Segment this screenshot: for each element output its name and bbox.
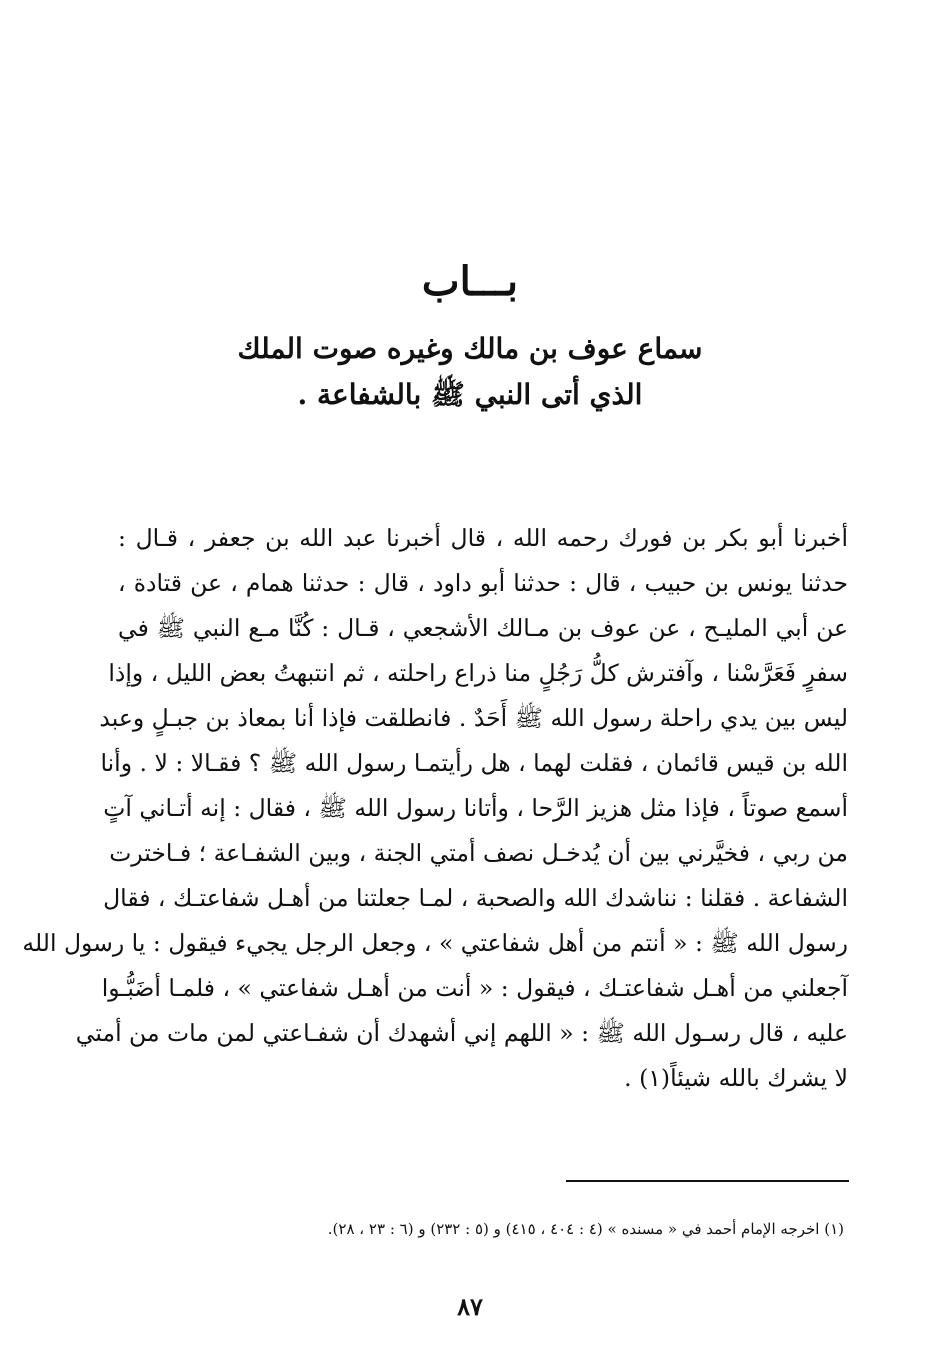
body-line: عن أبي المليـح ، عن عوف بن مـالك الأشجعي ، قـال : كُنَّا مـع النبي ﷺ في [118, 614, 848, 642]
chapter-heading: بـــاب [421, 258, 519, 305]
footnote-divider [566, 1180, 849, 1182]
body-line: آجعلني من أهـل شفاعتـك ، فيقول : « أنت من أهـل شفاعتي » ، فلمـا أضَبُّـوا [101, 974, 848, 1002]
body-line: عليه ، قال رسـول الله ﷺ : « اللهم إني أشهدك أن شفـاعتي لمن مات من أمتي [75, 1019, 848, 1047]
body-line: ليس بين يدي راحلة رسول الله ﷺ أَحَدٌ . فانطلقت فإذا أنا بمعاذ بن جبـلٍ وعبد [99, 704, 848, 732]
body-line: من ربي ، فخيَّرني بين أن يُدخـل نصف أمتي الجنة ، وبين الشفـاعة ؛ فـاخترت [109, 839, 848, 867]
footnote: (١) اخرجه الإمام أحمد في « مسنده » (٤ : ٤٠٤ ، ٤١٥) و (٥ : ٢٣٢) و (٦ : ٢٣ ، ٢٨). [327, 1220, 844, 1238]
body-line: الله بن قيس قائمان ، فقلت لهما ، هل رأيتمـا رسول الله ﷺ ؟ فقـالا : لا . وأنا [100, 749, 848, 777]
page-number: ٨٧ [457, 1292, 483, 1321]
body-line: رسول الله ﷺ : « أنتم من أهل شفاعتي » ، وجعل الرجل يجيء فيقول : يا رسول الله [22, 929, 848, 957]
body-paragraph [22, 516, 848, 1101]
body-line: أخبرنا أبو بكر بن فورك رحمه الله ، قال أخبرنا عبد الله بن جعفر ، قـال : [118, 524, 848, 552]
body-line: لا يشرك بالله شيئاً(١) . [624, 1064, 848, 1092]
body-line: أسمع صوتاً ، فإذا مثل هزيز الرَّحا ، وأتانا رسول الله ﷺ ، فقال : إنه أتـاني آتٍ [103, 794, 848, 822]
chapter-title [0, 326, 940, 418]
chapter-title-line-2: الذي أتى النبي ﷺ بالشفاعة . [297, 378, 643, 411]
body-line: سفرٍ فَعَرَّسْنا ، وآفترش كلُّ رَجُلٍ منا ذراع راحلته ، ثم انتبهتُ بعض الليل ، وإذا [108, 659, 848, 687]
chapter-title-line-1: سماع عوف بن مالك وغيره صوت الملك [237, 332, 703, 365]
body-line: حدثنا يونس بن حبيب ، قال : حدثنا أبو داود ، قال : حدثنا همام ، عن قتادة ، [118, 569, 848, 597]
body-line: الشفاعة . فقلنا : نناشدك الله والصحبة ، لمـا جعلتنا من أهـل شفاعتـك ، فقال [103, 884, 848, 912]
